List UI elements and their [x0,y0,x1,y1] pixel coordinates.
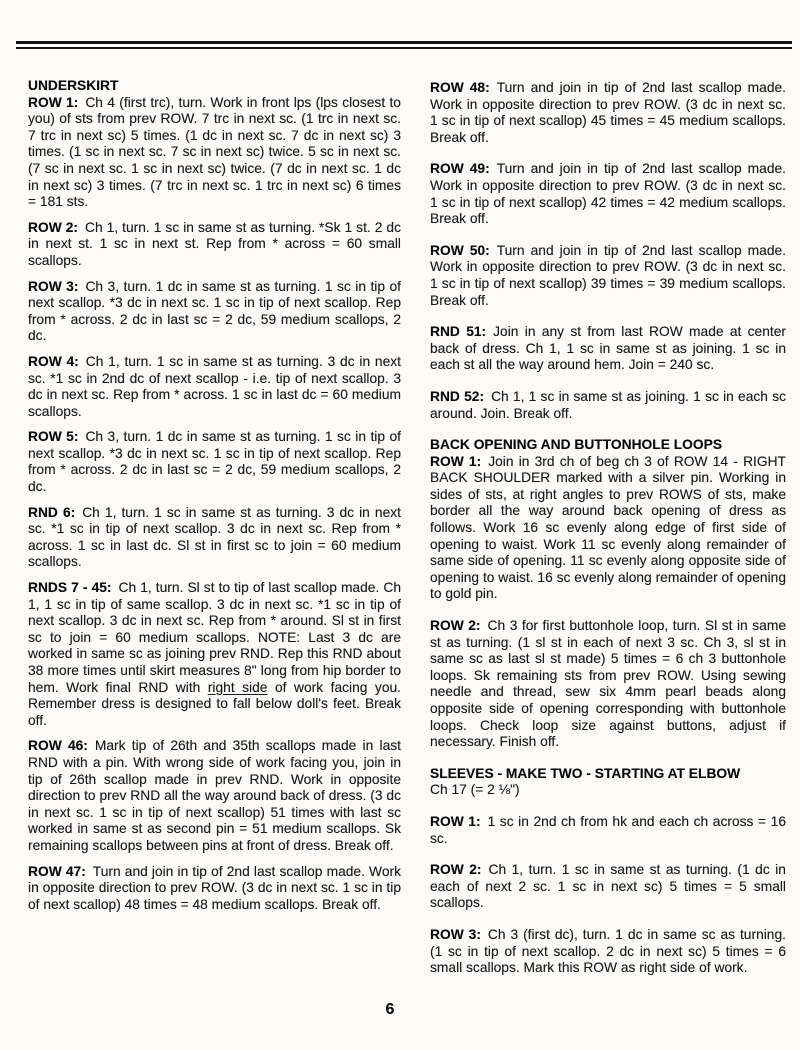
paragraph-text: Ch 3, turn. 1 dc in same st as turning. 1 sc in tip of next scallop. *3 dc in next sc. 1 sc in tip of next scallop. Rep from * across. 2 dc in last sc = 2 dc, 59 medium scallops, 2 dc. [28,278,401,344]
left-column [28,78,401,922]
row-label: ROW 49: [430,161,490,177]
pattern-paragraph-sleeve-row-3 [430,927,786,977]
row-label: ROW 3: [430,926,481,942]
heading-underskirt: UNDERSKIRT [28,78,119,93]
pattern-paragraph-row-5 [28,429,401,495]
row-label: RND 6: [28,504,76,520]
top-double-rule [16,41,792,49]
row-label: ROW 1: [28,94,79,110]
row-label: ROW 46: [28,738,88,754]
pattern-paragraph-rnds-7-45 [28,580,401,729]
row-label: ROW 2: [430,862,482,878]
row-label: ROW 2: [28,219,78,235]
pattern-paragraph-row-50 [430,243,786,309]
paragraph-text: Ch 3 (first dc), turn. 1 dc in same sc as turning. (1 sc in tip of next scallop. 2 dc in next sc) 5 times = 6 small scallops. Mark this ROW as right side of work. [430,926,786,976]
paragraph-text: Ch 1, turn. 1 sc in same st as turning. (1 dc in each of next 2 sc. 1 sc in next sc) 5 times = 5 small scallops. [430,862,786,911]
paragraph-text: Ch 1, turn. 1 sc in same st as turning. 3 dc in next sc. *1 sc in tip of next scallop. 3 dc in next sc. Rep from * across. 1 sc in last dc. Sl st in first sc to join = 60 medium scallops. [28,504,401,570]
paragraph-text: Ch 1, turn. 1 sc in same st as turning. 3 dc in next sc. *1 sc in 2nd dc of next scallop - i.e. tip of next scallop. 3 dc in next sc. Rep from * across. 1 sc in last dc = 60 medium scallops. [28,353,401,419]
row-label: ROW 50: [430,242,490,258]
row-label: ROW 5: [28,429,79,445]
paragraph-text: Ch 1, turn. 1 sc in same st as turning. *Sk 1 st. 2 dc in next st. 1 sc in next st. Rep from * across = 60 small scallops. [28,219,401,268]
pattern-paragraph-rnd-52 [430,389,786,422]
row-label: RND 52: [430,388,485,404]
row-label: ROW 3: [28,278,79,294]
paragraph-text: Ch 3 for first buttonhole loop, turn. Sl st in same st as turning. (1 sl st in each of next 3 sc. Ch 3, sl st in same sc as last sl st made) 5 times = 6 ch 3 buttonhole loops. Sk remaining sts from prev ROW. Using sewing needle and thread, sew six 4mm pearl beads along opposite side of opening corresponding with buttonhole loops. Check loop size against buttons, adjust if necessary. Finish off. [430,618,786,750]
pattern-paragraph-sleeve-row-1 [430,814,786,847]
right-column [430,80,786,992]
row-label: ROW 2: [430,618,481,634]
row-label: RNDS 7 - 45: [28,580,112,596]
row-label: RND 51: [430,324,487,340]
paragraph-text: Turn and join in tip of 2nd last scallop made. Work in opposite direction to prev ROW. (3 dc in next sc. 1 sc in tip of next scallop) 42 times = 42 medium scallops. Break off. [430,161,786,227]
row-label: ROW 1: [430,453,482,469]
pattern-paragraph-row-49 [430,161,786,227]
row-label: ROW 48: [430,80,490,95]
row-label: ROW 47: [28,863,86,879]
page-number: 6 [385,1001,395,1018]
pattern-paragraph-rnd-51 [430,324,786,374]
paragraph-text: Ch 1, turn. Sl st to tip of last scallop made. Ch 1, 1 sc in tip of same scallop. 3 dc in next sc. *1 sc in tip of next scallop. 3 dc in next sc. Rep from * around. Sl st in first sc to join = 60 medium scallops. NOTE: Last 3 dc are worked in same sc as joining prev RND. Rep this RND about 38 more times until skirt measures 8" long from hip border to hem. Work final RND with [28,580,401,695]
heading-back-opening: BACK OPENING AND BUTTONHOLE LOOPS [430,437,723,453]
pattern-paragraph-row-4 [28,354,401,420]
paragraph-text: Turn and join in tip of 2nd last scallop made. Work in opposite direction to prev ROW. (3 dc in next sc. 1 sc in tip of next scallop) 39 times = 39 medium scallops. Break off. [430,242,786,308]
paragraph-text: 1 sc in 2nd ch from hk and each ch across = 16 sc. [430,813,786,846]
paragraph-text: Ch 4 (first trc), turn. Work in front lps (lps closest to you) of sts from prev ROW. 7 trc in next sc. (1 trc in next sc. 7 trc in next sc) 5 times. (1 dc in next sc. 7 dc in next sc) 3 times. (1 sc in next sc. 7 sc in next sc) twice. 5 sc in next sc. (7 sc in next sc. 1 sc in next sc) twice. (7 dc in next sc. 1 dc in next sc) 3 times. (7 trc in next sc. 1 trc in next sc) 6 times = 181 sts. [28,94,401,210]
paragraph-text: Join in any st from last ROW made at center back of dress. Ch 1, 1 sc in same st as joining. 1 sc in each st all the way around hem. Join = 240 sc. [430,324,787,373]
pattern-paragraph-sleeve-row-2 [430,862,786,912]
pattern-paragraph-row-1 [28,95,401,211]
pattern-paragraph-rnd-6 [28,505,401,571]
paragraph-text: Turn and join in tip of 2nd last scallop made. Work in opposite direction to prev ROW. (3 dc in next sc. 1 sc in tip of next scallop) 45 times = 45 medium scallops. Break off. [430,80,786,145]
pattern-paragraph-row-46 [28,738,401,854]
paragraph-text: Join in 3rd ch of beg ch 3 of ROW 14 - RIGHT BACK SHOULDER marked with a silver pin. Working in sides of sts, at right angles to prev ROWS of sts, make border all the way around back opening of dress as follows. Work 16 sc evenly along edge of first side of opening to waist. Work 11 sc evenly along remainder of same side of opening. 11 sc evenly along opposite side of opening to waist. 16 sc evenly along remainder of opening to gold pin. [430,453,786,602]
pattern-paragraph-back-row-2 [430,618,786,751]
row-label: ROW 1: [430,813,481,829]
pattern-paragraph-row-3 [28,279,401,345]
pattern-paragraph-row-2 [28,220,401,270]
paragraph-text: Ch 1, 1 sc in same st as joining. 1 sc in each sc around. Join. Break off. [430,388,786,421]
pattern-paragraph-back-row-1 [430,454,786,603]
sleeves-chain-note: Ch 17 (= 2 ⅛") [430,782,520,798]
paragraph-text: Mark tip of 26th and 35th scallops made in last RND with a pin. With wrong side of work facing you, join in tip of 26th scallop made in prev RND. Work in opposite direction to prev RND all the way around back of dress. (3 dc in next sc. 1 sc in tip of next scallop) 51 times with last sc worked in same st as second pin = 51 medium scallops. Sk remaining scallops between pins at front of dress. Break off. [28,738,401,853]
row-label: ROW 4: [28,353,79,369]
paragraph-text: Turn and join in tip of 2nd last scallop made. Work in opposite direction to prev ROW. (3 dc in next sc. 1 sc in tip of next scallop) 48 times = 48 medium scallops. Break off. [28,863,401,912]
pattern-paragraph-row-48 [430,80,786,146]
paragraph-text: Ch 3, turn. 1 dc in same st as turning. 1 sc in tip of next scallop. *3 dc in next sc. 1 sc in tip of next scallop. Rep from * across. 2 dc in last sc = 2 dc, 59 medium scallops, 2 dc. [28,429,401,495]
pattern-paragraph-row-47 [28,864,401,914]
heading-sleeves: SLEEVES - MAKE TWO - STARTING AT ELBOW [430,765,741,781]
underlined-phrase: right side [207,679,268,695]
paragraph-text: of work facing you. Remember dress is designed to fall below doll's feet. Break off. [28,679,401,728]
